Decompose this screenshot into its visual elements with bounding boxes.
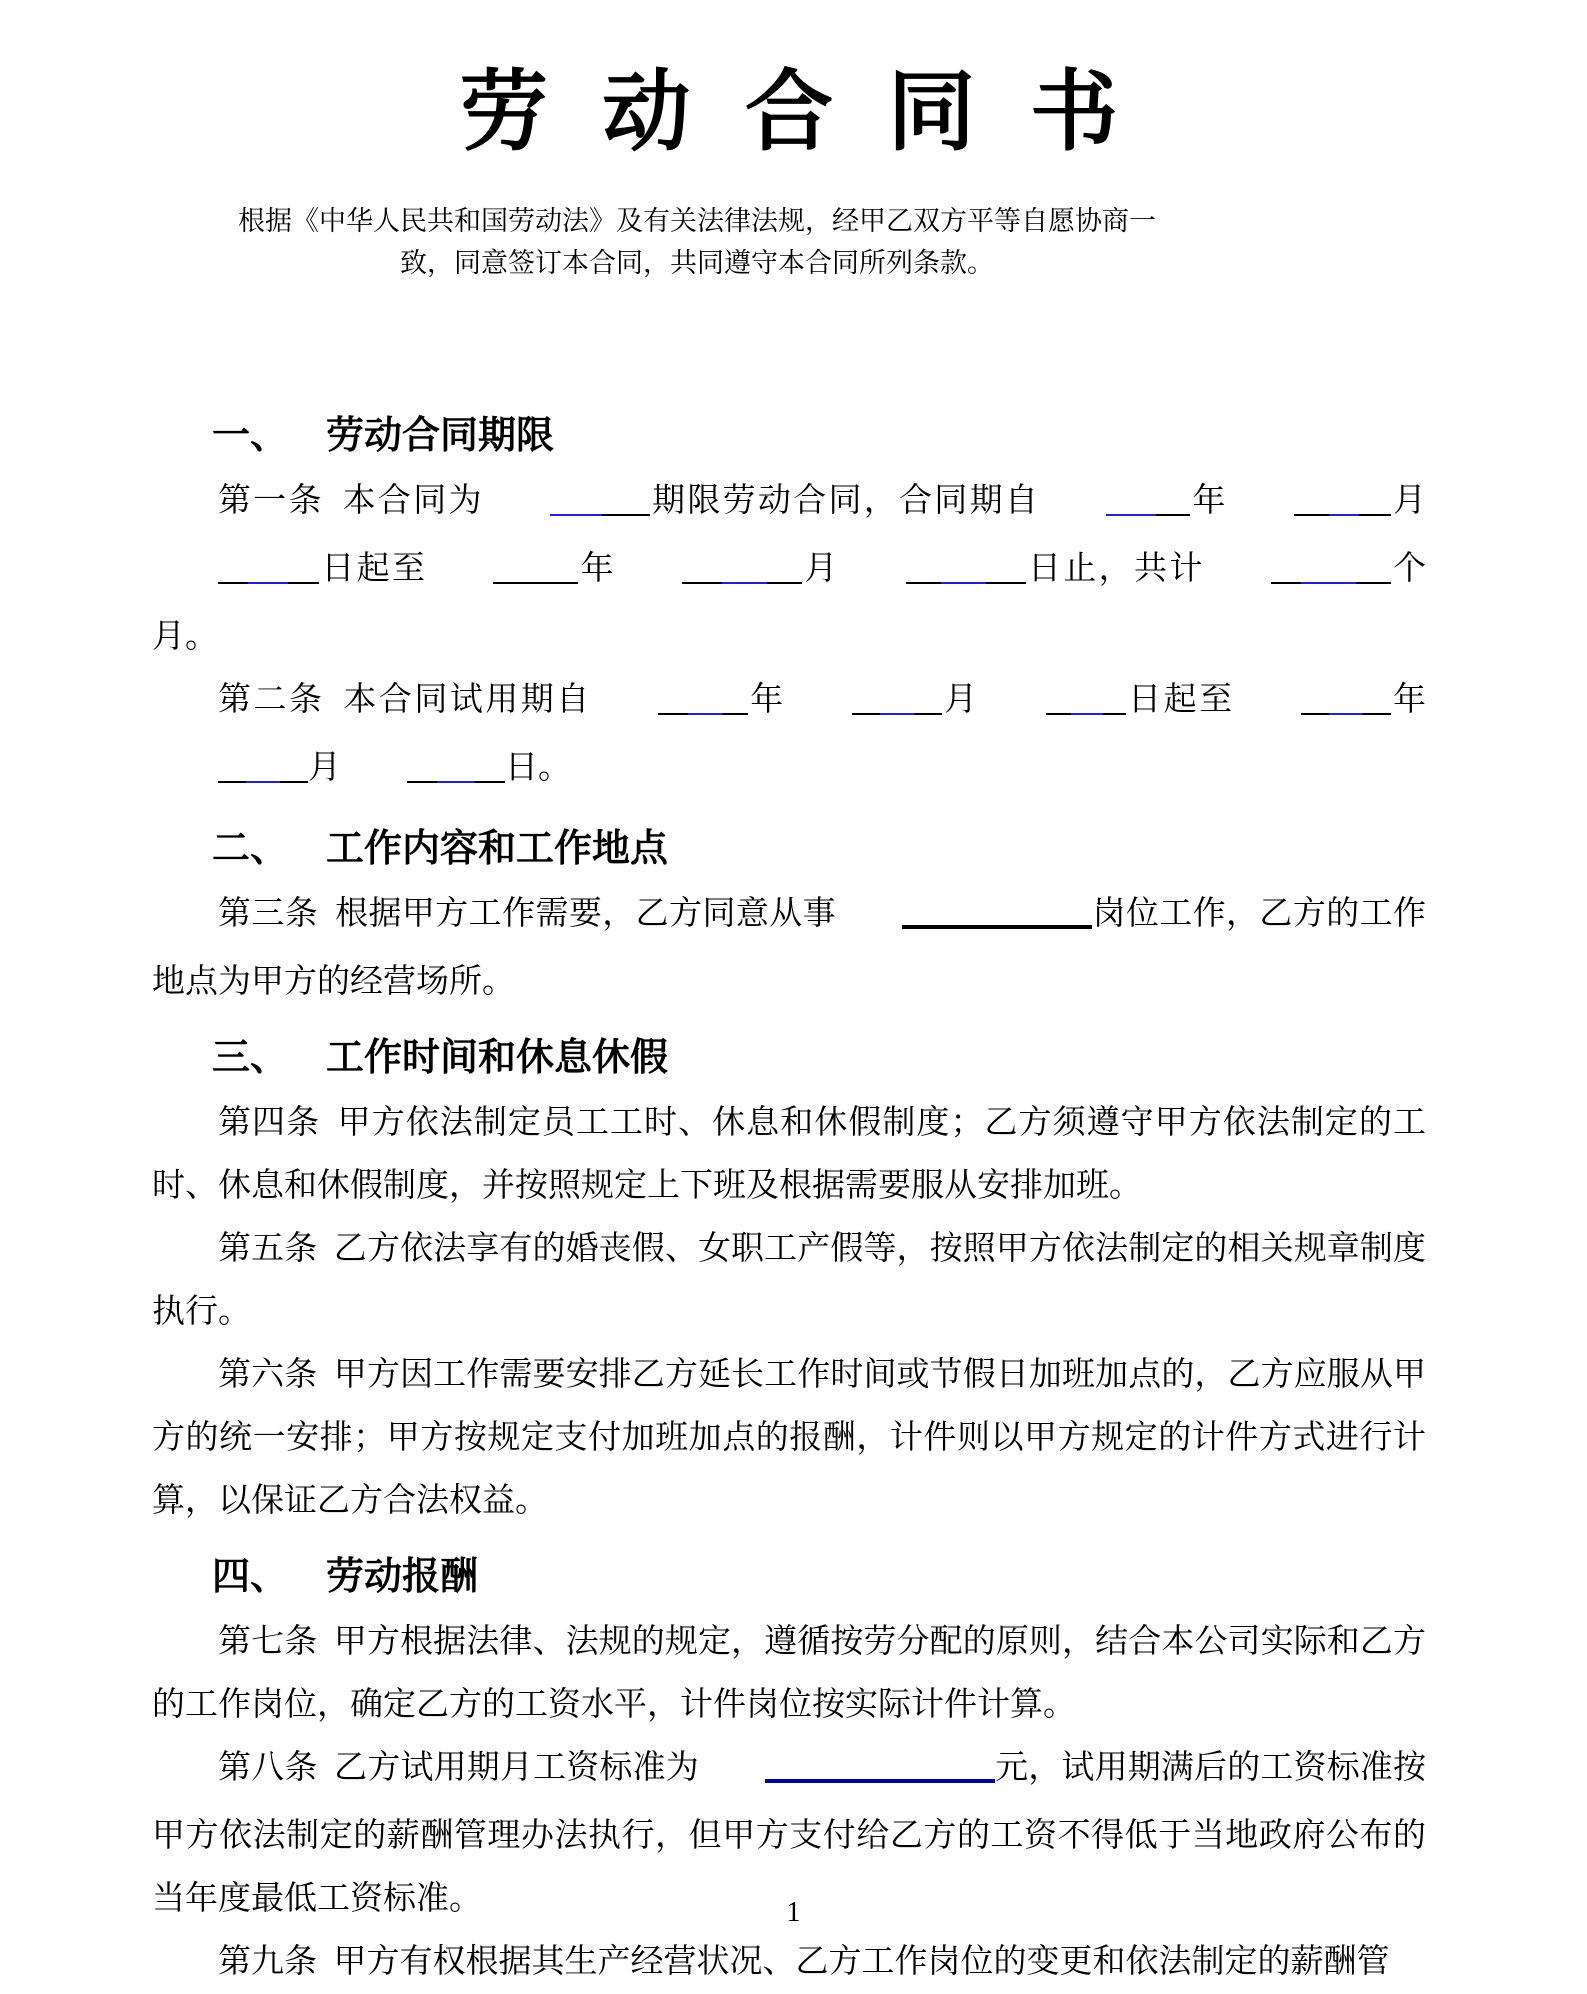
article-4: 第四条 甲方依法制定员工工时、休息和休假制度；乙方须遵守甲方依法制定的工时、休息和休假制度，并按照规定上下班及根据需要服从安排加班。 bbox=[152, 1105, 1426, 1204]
blank-start-day[interactable] bbox=[152, 543, 319, 606]
article-9: 第九条 甲方有权根据其生产经营状况、乙方工作岗位的变更和依法制定的薪酬管 bbox=[218, 1944, 1390, 1980]
article-5: 第五条 乙方依法享有的婚丧假、女职工产假等，按照甲方依法制定的相关规章制度执行。 bbox=[152, 1231, 1426, 1330]
section-heading-4: 四、 劳动报酬 bbox=[212, 1554, 479, 1598]
intro-paragraph: 根据《中华人民共和国劳动法》及有关法律法规，经甲乙双方平等自愿协商一致，同意签订本合同，共同遵守本合同所列条款。 bbox=[238, 206, 1156, 278]
blank-probation-end-month[interactable] bbox=[152, 742, 308, 805]
blank-end-month[interactable] bbox=[616, 543, 802, 606]
blank-job-position[interactable] bbox=[836, 888, 1092, 951]
document-body bbox=[152, 402, 1426, 1994]
article-2: 第二条 本合同试用期自 年 月 日起至 年月 日。 bbox=[152, 669, 1426, 805]
section-heading-2: 二、 工作内容和工作地点 bbox=[212, 826, 669, 870]
blank-term-type[interactable] bbox=[484, 475, 650, 538]
blank-probation-start-year[interactable] bbox=[592, 674, 748, 737]
article-1: 第一条 本合同为 期限劳动合同，合同期自 年 月日起至 年 月 日止，共计 个月。 bbox=[152, 470, 1426, 669]
blank-end-day[interactable] bbox=[840, 543, 1026, 606]
blank-start-year[interactable] bbox=[1040, 475, 1190, 538]
blank-total-months[interactable] bbox=[1205, 543, 1391, 606]
blank-end-year[interactable] bbox=[427, 543, 578, 606]
article-7: 第七条 甲方根据法律、法规的规定，遵循按劳分配的原则，结合本公司实际和乙方的工作岗位，确定乙方的工资水平，计件岗位按实际计件计算。 bbox=[152, 1624, 1426, 1723]
blank-start-month[interactable] bbox=[1228, 475, 1391, 538]
blank-probation-end-year[interactable] bbox=[1235, 674, 1391, 737]
section-heading-1: 一、 劳动合同期限 bbox=[212, 413, 555, 457]
page-number: 1 bbox=[786, 1897, 801, 1928]
article-3: 第三条 根据甲方工作需要，乙方同意从事 岗位工作，乙方的工作地点为甲方的经营场所。 bbox=[152, 883, 1426, 1014]
section-heading-3: 三、 工作时间和休息休假 bbox=[212, 1035, 669, 1079]
blank-probation-monthly-salary[interactable] bbox=[699, 1742, 995, 1805]
document-title: 劳动合同书 bbox=[459, 60, 1173, 163]
blank-probation-start-day[interactable] bbox=[980, 674, 1126, 737]
article-6: 第六条 甲方因工作需要安排乙方延长工作时间或节假日加班加点的，乙方应服从甲方的统一安排；甲方按规定支付加班加点的报酬，计件则以甲方规定的计件方式进行计算，以保证乙方合法权益。 bbox=[152, 1357, 1426, 1519]
blank-probation-start-month[interactable] bbox=[786, 674, 942, 737]
article-8: 第八条 乙方试用期月工资标准为 元，试用期满后的工资标准按甲方依法制定的薪酬管理办法执行，但甲方支付给乙方的工资不得低于当地政府公布的当年度最低工资标准。 bbox=[152, 1737, 1426, 1931]
blank-probation-end-day[interactable] bbox=[341, 742, 505, 805]
